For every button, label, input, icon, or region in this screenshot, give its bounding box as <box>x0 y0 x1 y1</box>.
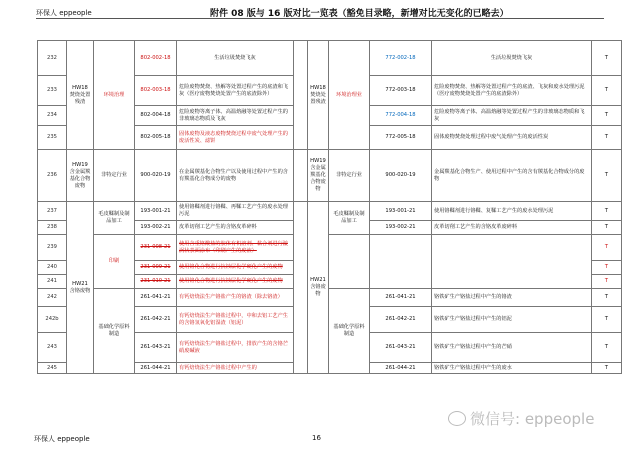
table-row: 242b 261-042-21 有钙焙烧法生产铬盐过程中，中和去铝工艺产生的含铬氢氧化铝湿渣（铝泥） 261-042-21 铬铁矿生产铬盐过程中产生的铝泥 T <box>38 307 622 333</box>
table-row: 240 231-009-21 使用铬化合物进行抗蚀层化学硬化产生的废物 T <box>38 261 622 275</box>
table-row: 241 231-010-21 使用铬化合物进行抗蚀层化学硬化产生的废物 T <box>38 275 622 289</box>
comparison-table <box>37 40 622 374</box>
table-row: 234 802-004-18 危险废物等离子体、高温熔融等处置过程产生的非玻璃态物质及飞灰 772-004-18 危险废物等离子体、高温熔融等处置过程产生的非玻璃态物质和飞灰 T <box>38 106 622 126</box>
page-number: 16 <box>312 434 321 442</box>
table-row: 235 802-005-18 固体废物及液态废物焚烧过程中废气处理产生的废活性炭、滤饼 772-005-18 固体废物焚烧处理过程中废气处理产生的废活性炭 T <box>38 126 622 150</box>
page-title: 附件 08 版与 16 版对比一览表（豁免目录略，新增对比无变化的已略去） <box>210 9 509 19</box>
watermark <box>448 408 594 429</box>
table-row: 239 印刷 231-008-21 使用含重铬酸盐的胶体有机溶剂、黏合剂进行漩涡状表面涂布（印刷产生的废液） T <box>38 235 622 261</box>
table-row: 236 HW19 含金属羰基化合物废物 非特定行业 900-020-19 在金属羰基化合物生产以及使用过程中产生的含有羰基化合物成分的废物 HW19 含金属羰基化合物废物 非特定行业 900-020-19 金属羰基化合物生产、使用过程中产生的含有羰基化合物成分的废物 T <box>38 150 622 202</box>
header-left: 环保人 eppeople <box>36 9 92 17</box>
wechat-icon <box>448 411 466 426</box>
watermark-text: 微信号: eppeople <box>470 410 595 428</box>
table-row: 243 261-043-21 有钙焙烧法生产铬盐过程中，排放产生的含铬芒硝废碱液 261-043-21 铬铁矿生产铬盐过程中产生的芒硝 T <box>38 333 622 363</box>
table-row: 233 802-003-18 危险废物焚烧、热解等处置过程产生的底渣和飞灰（医疗废物焚烧处置产生的底渣除外） 772-003-18 危险废物焚烧、热解等处置过程产生的底渣、飞灰和废水处理污泥（医疗废物焚烧处置产生的底渣除外） T <box>38 76 622 106</box>
header-divider <box>36 18 604 19</box>
table-row: 237 HW21 含铬废物 毛皮鞣制及制品加工 193-001-21 使用铬鞣剂进行铬鞣、再鞣工艺产生的废水处理污泥 HW21 含铬废物 毛皮鞣制及制品加工 193-001-21 使用铬鞣剂进行铬鞣、复鞣工艺产生的废水处理污泥 T <box>38 202 622 221</box>
table-row: 245 261-044-21 有钙焙烧法生产铬盐过程中产生的 261-044-21 铬铁矿生产铬盐过程中产生的废水 T <box>38 363 622 374</box>
table-row: 232 HW18 焚烧处置残渣 环境治理 802-002-18 生活垃圾焚烧飞灰 HW18 焚烧处置残渣 环境治理业 772-002-18 生活垃圾焚烧飞灰 T <box>38 41 622 76</box>
table-row: 242 基础化学原料制造 261-041-21 有钙焙烧法生产铬盐产生的铬渣（除去铬渣） 基础化学原料制造 261-041-21 铬铁矿生产铬盐过程中产生的铬渣 T <box>38 289 622 307</box>
table-row: 238 193-002-21 皮革切削工艺产生的含铬皮革碎料 193-002-21 皮革切削工艺产生的含铬皮革废碎料 T <box>38 221 622 235</box>
footer-left: 环保人 eppeople <box>34 435 90 443</box>
